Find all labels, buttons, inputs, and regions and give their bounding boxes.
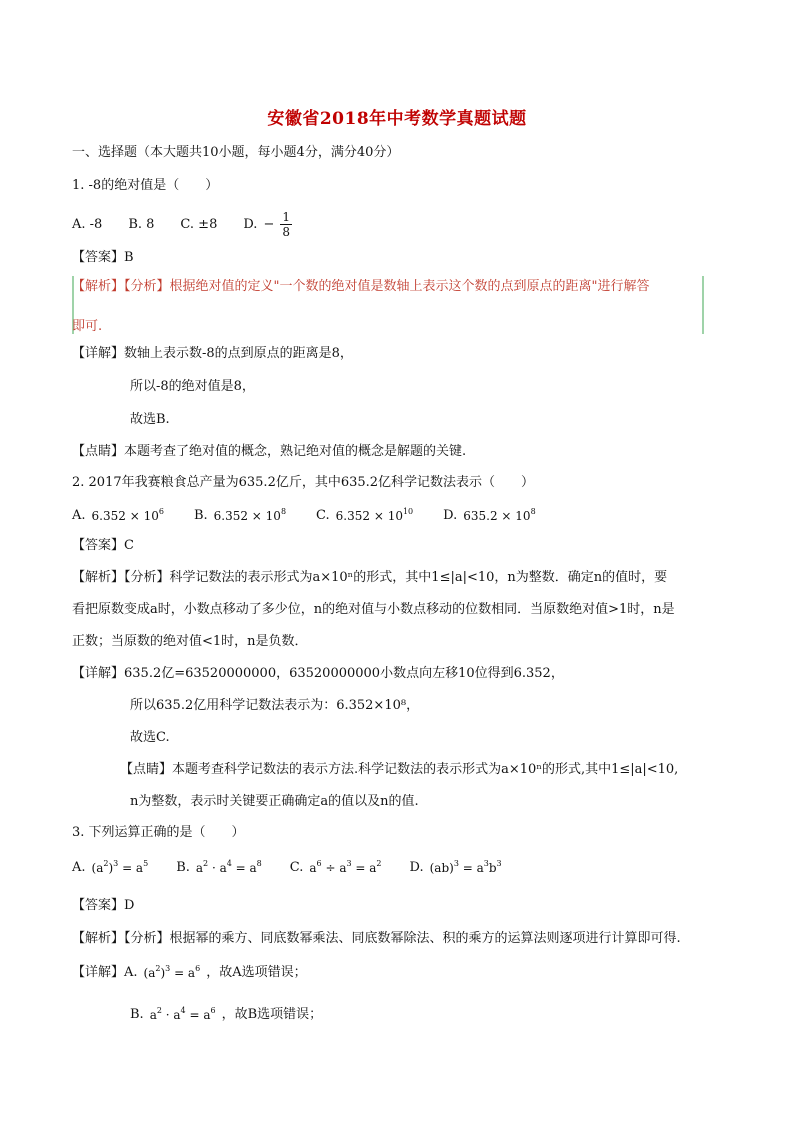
option-a-label: A. — [72, 860, 86, 875]
option-d-math — [463, 506, 536, 523]
option-b-label: B. — [193, 508, 208, 523]
question-3-options — [72, 860, 502, 875]
question-2-answer: 【答案】C — [72, 538, 134, 553]
option-b-exponent: 8 — [280, 506, 287, 516]
question-1-detail-line2: 所以-8的绝对值是8， — [130, 379, 255, 394]
question-3-answer: 【答案】D — [72, 898, 135, 913]
question-1-answer: 【答案】B — [72, 250, 134, 265]
question-1-analysis-line1: 【解析】【分析】根据绝对值的定义"一个数的绝对值是数轴上表示这个数的点到原点的距离"进行解答 — [72, 279, 650, 294]
option-c — [316, 508, 413, 523]
question-1-detail-line3: 故选B. — [130, 412, 170, 427]
question-1-stem: 1. -8的绝对值是（ ） — [72, 178, 219, 193]
option-c-math — [335, 506, 414, 523]
question-3-detail-a — [72, 964, 307, 982]
option-a — [72, 860, 148, 875]
detail-b-prefix: B. — [130, 1007, 144, 1022]
option-d — [243, 210, 292, 239]
question-2-analysis-line1: 【解析】【分析】科学记数法的表示形式为a×10ⁿ的形式，其中1≤|a|<10，n为整数．确定n的值时，要 — [72, 570, 668, 585]
question-2-comment-line1: 【点睛】本题考查科学记数法的表示方法.科学记数法的表示形式为a×10ⁿ的形式,其中1≤|a|<10, — [120, 762, 679, 777]
minus-sign: − — [263, 217, 275, 232]
question-2-analysis-line3: 正数；当原数的绝对值<1时，n是负数． — [72, 634, 308, 649]
fraction — [280, 210, 292, 239]
option-c-exponent: 10 — [402, 506, 414, 516]
section-heading: 一、选择题（本大题共10小题，每小题4分，满分40分） — [72, 145, 400, 160]
option-b-base: 6.352 × 10 — [213, 508, 281, 523]
question-2-detail-line2: 所以635.2亿用科学记数法表示为：6.352×10⁸， — [130, 698, 420, 713]
fraction-denominator: 8 — [282, 225, 290, 239]
option-c-math: $a^6 \div a^3 = a^2$ — [309, 858, 382, 875]
option-b — [176, 860, 262, 875]
option-a: A. -8 — [72, 217, 103, 232]
option-b-math — [213, 506, 287, 523]
option-a — [72, 508, 164, 523]
option-b-label: B. — [176, 860, 190, 875]
option-d-label: D. — [243, 217, 258, 232]
question-1-analysis-line2: 即可. — [72, 319, 103, 334]
question-3-detail-b — [130, 1006, 322, 1024]
option-b — [194, 508, 286, 523]
option-d-label: D. — [409, 860, 424, 875]
option-c — [290, 860, 382, 875]
option-a-base: 6.352 × 10 — [91, 508, 159, 523]
question-1-comment: 【点睛】本题考查了绝对值的概念，熟记绝对值的概念是解题的关键. — [72, 444, 467, 459]
detail-a-prefix: 【详解】A. — [72, 965, 138, 980]
option-c-label: C. — [316, 508, 330, 523]
detail-b-math: $a^2 \cdot a^4 = a^6$ — [149, 1006, 216, 1022]
option-d-label: D. — [443, 508, 458, 523]
question-2-stem: 2. 2017年我赛粮食总产量为635.2亿斤，其中635.2亿科学记数法表示（ ） — [72, 475, 535, 490]
question-2-comment-line2: n为整数，表示时关键要正确确定a的值以及n的值. — [130, 794, 419, 809]
option-b: B. 8 — [128, 217, 155, 232]
question-3-stem: 3. 下列运算正确的是（ ） — [72, 825, 245, 840]
option-a-math — [91, 506, 164, 523]
detail-a-suffix: ，故A选项错误； — [206, 965, 307, 980]
question-2-analysis-line2: 看把原数变成a时，小数点移动了多少位，n的绝对值与小数点移动的位数相同．当原数绝对值>1时，n是 — [72, 602, 675, 617]
option-b-math: $a^2 \cdot a^4 = a^8$ — [195, 858, 262, 875]
option-c-base: 6.352 × 10 — [335, 508, 403, 523]
option-c: C. ±8 — [180, 217, 218, 232]
option-a-label: A. — [72, 508, 86, 523]
option-a-math: $(a^2)^3 = a^5$ — [91, 858, 149, 875]
fraction-numerator: 1 — [282, 210, 290, 224]
page-title: 安徽省2018年中考数学真题试题 — [267, 109, 527, 129]
question-3-analysis: 【解析】【分析】根据幂的乘方、同底数幂乘法、同底数幂除法、积的乘方的运算法则逐项进行计算即可得. — [72, 931, 681, 946]
option-d — [443, 508, 536, 523]
option-c-label: C. — [289, 860, 304, 875]
question-2-detail-line1: 【详解】635.2亿=63520000000，63520000000小数点向左移10位得到6.352， — [72, 666, 564, 681]
detail-b-suffix: ，故B选项错误； — [221, 1007, 323, 1022]
option-d-math: $(ab)^3 = a^3b^3$ — [429, 858, 502, 875]
option-d — [410, 860, 502, 875]
option-d-exponent: 8 — [530, 506, 536, 516]
question-2-options — [72, 508, 536, 523]
question-2-detail-line3: 故选C. — [130, 730, 170, 745]
option-d-base: 635.2 × 10 — [463, 508, 531, 523]
option-a-exponent: 6 — [158, 506, 164, 516]
question-1-options — [72, 210, 292, 239]
question-1-detail-line1: 【详解】数轴上表示数-8的点到原点的距离是8， — [72, 346, 353, 361]
detail-a-math: $(a^2)^3 = a^6$ — [143, 964, 201, 980]
